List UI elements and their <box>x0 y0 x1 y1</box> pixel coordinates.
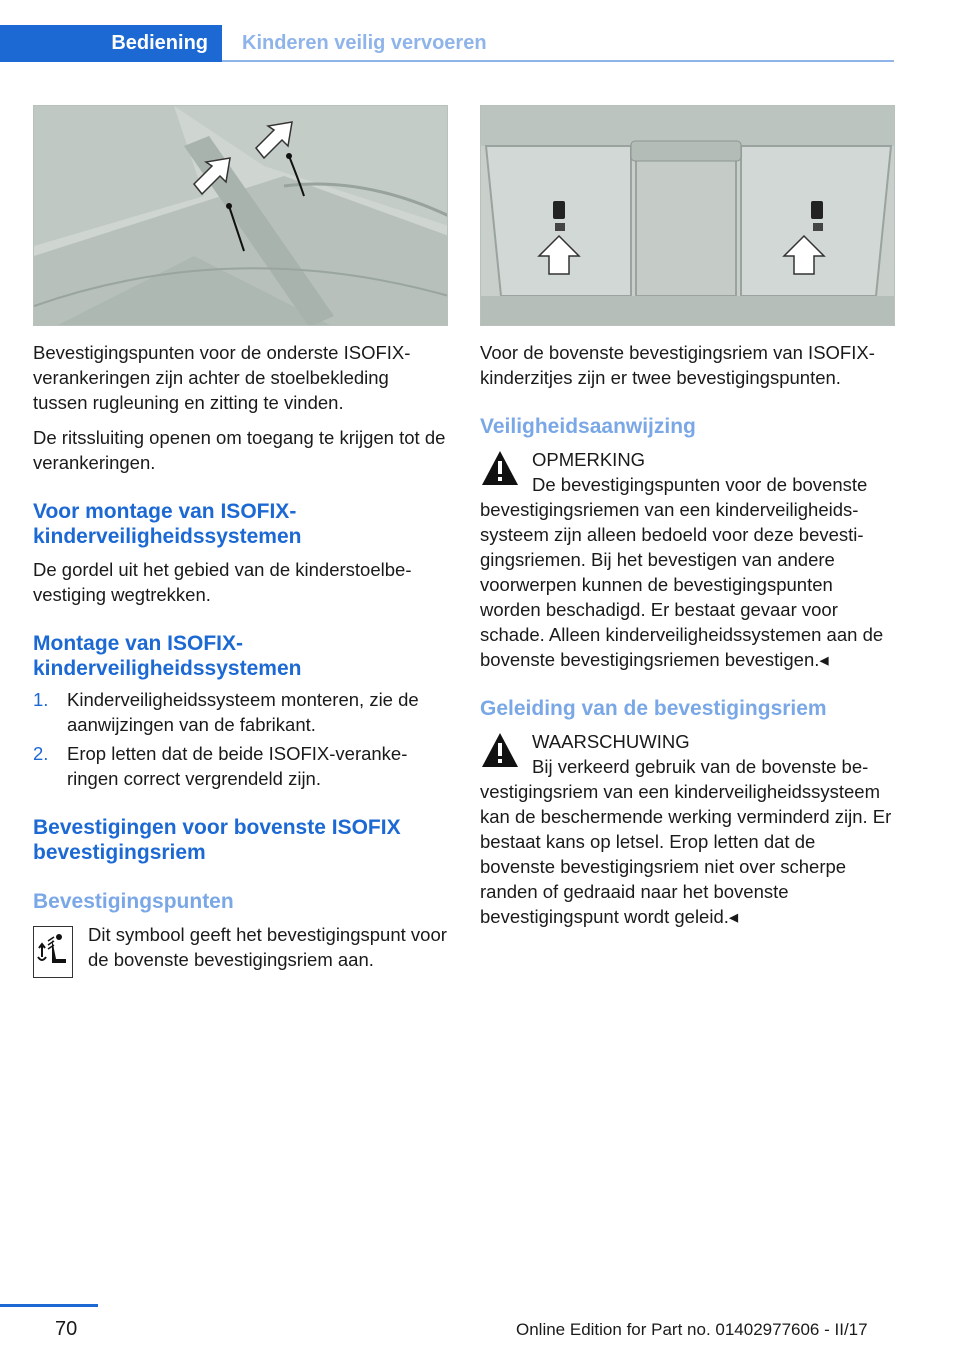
warning-triangle-icon <box>480 731 520 769</box>
heading-preparation: Voor montage van ISOFIX-kinderveiligheidssystemen <box>33 500 302 548</box>
step-text: Kinderveiligheidssysteem monteren, zie de aanwijzingen van de fabrikant. <box>67 689 419 735</box>
step-text: Erop letten dat de beide ISOFIX-verankeringen correct vergrendeld zijn. <box>67 743 408 789</box>
chapter-tab: Bediening <box>0 25 222 62</box>
child-seat-anchor-icon <box>33 926 73 978</box>
edition-note: Online Edition for Part no. 01402977606 - II/17 <box>516 1320 868 1339</box>
heading-belt-routing: Geleiding van de bevestigingsriem <box>480 697 827 720</box>
mounting-steps <box>33 687 448 791</box>
notice-text: De bevestigingspunten voor de bovenste bevestigingsriemen van een kinderveiligheidssysteem zijn alleen bedoeld voor deze bevestigingsriemen. Bij het bevestigen van andere voorwerpen kunnen de bevestigingspunten worden beschadigd. Er bestaat gevaar voor schade. Alleen kinderveiligheidssystemen aan de bovenste bevestigingsriemen bevestigen.◂ <box>480 474 884 670</box>
left-column <box>33 105 448 972</box>
step-number: 2. <box>33 743 49 764</box>
preparation-text: De gordel uit het gebied van de kinderstoelbevestiging wegtrekken. <box>33 559 412 605</box>
footer-rule <box>0 1304 98 1307</box>
symbol-description: Dit symbool geeft het bevestigingspunt voor de bovenste bevestigingsriem aan. <box>88 924 447 970</box>
list-item <box>33 687 448 737</box>
symbol-note <box>33 922 448 972</box>
warning-heading: WAARSCHUWING <box>532 731 690 752</box>
notice-block <box>480 447 895 672</box>
page-number: 70 <box>55 1318 78 1340</box>
notice-heading: OPMERKING <box>532 449 646 470</box>
heading-top-tether: Bevestigingen voor bovenste ISOFIX bevestigingsriem <box>33 816 401 864</box>
intro-paragraph: Bevestigingspunten voor de onderste ISOFIX-verankeringen zijn achter de stoelbekleding tussen rugleuning en zitting te vinden. <box>33 342 411 413</box>
list-item <box>33 741 448 791</box>
heading-mounting: Montage van ISOFIX-kinderveiligheidssystemen <box>33 632 302 680</box>
right-column <box>480 105 895 929</box>
warning-block <box>480 729 895 929</box>
warning-text: Bij verkeerd gebruik van de bovenste bevestigingsriem van een kinderveiligheidssysteem kan de beschermende werking verminderd zijn. Er bestaat kans op letsel. Erop letten dat de bovenste bevestigingsriem niet over scherpe randen of gedraaid naar het bovenste bevestigingspunt wordt geleid.◂ <box>480 756 892 927</box>
header-rule <box>222 60 894 62</box>
section-tab: Kinderen veilig vervoeren <box>242 32 487 54</box>
tether-points-paragraph: Voor de bovenste bevestigingsriem van ISOFIX-kinderzitjes zijn er twee bevestigingspunten. <box>480 342 875 388</box>
zipper-paragraph: De ritssluiting openen om toegang te krijgen tot de verankeringen. <box>33 427 446 473</box>
isofix-lower-anchors-illustration <box>33 105 448 326</box>
heading-safety-note: Veiligheidsaanwijzing <box>480 415 696 438</box>
warning-triangle-icon <box>480 449 520 487</box>
step-number: 1. <box>33 689 49 710</box>
heading-anchor-points: Bevestigingspunten <box>33 890 234 913</box>
top-tether-points-illustration <box>480 105 895 326</box>
